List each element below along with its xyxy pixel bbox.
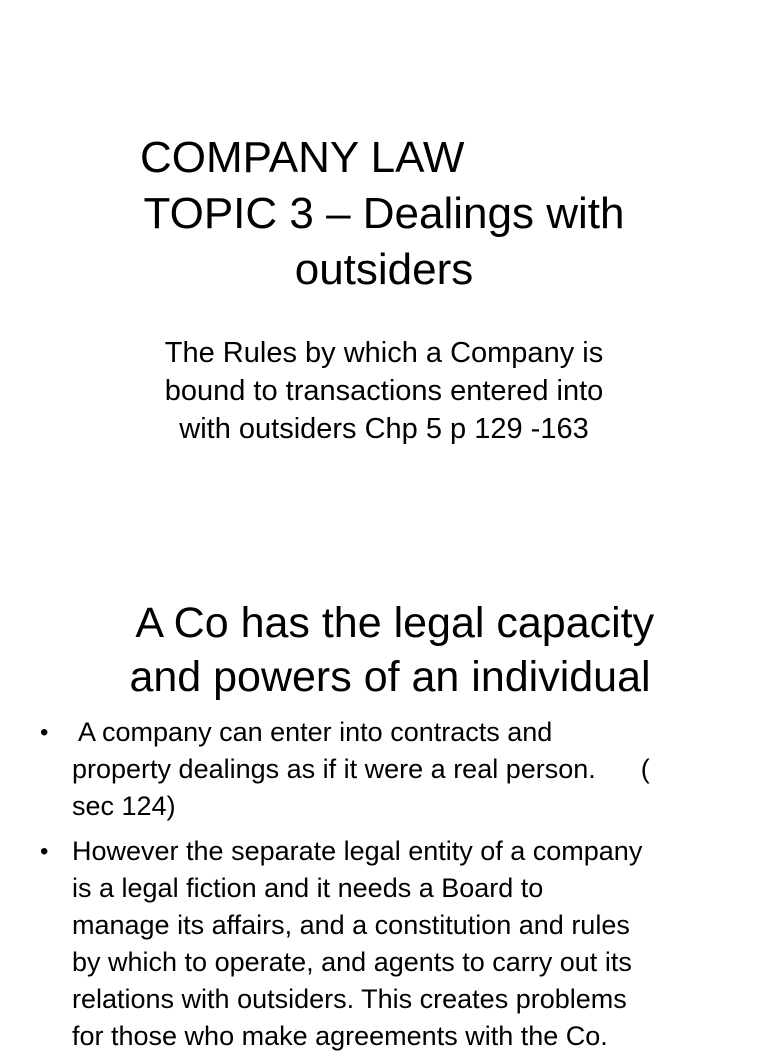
- title-line-3: outsiders: [294, 245, 474, 294]
- subtitle-line-1: The Rules by which a Company is: [164, 337, 604, 369]
- bullet-line: is a legal fiction and it needs a Board to: [72, 873, 544, 903]
- bullet-line: property dealings as if it were a real person. (: [72, 754, 650, 784]
- heading-line-2: and powers of an individual: [129, 653, 651, 701]
- bullet-line: A company can enter into contracts and: [72, 717, 553, 747]
- title-line-2: TOPIC 3 – Dealings with: [143, 189, 625, 238]
- slide-heading: [0, 596, 780, 704]
- bullet-line: relations with outsiders. This creates problems: [72, 984, 627, 1014]
- title-line-1: COMPANY LAW: [140, 133, 465, 182]
- heading-line-1: A Co has the legal capacity: [125, 599, 655, 647]
- subtitle: [0, 334, 768, 448]
- bullet-item: [40, 714, 730, 825]
- slide-capacity: [0, 576, 768, 1051]
- bullet-item: [40, 833, 730, 1055]
- bullet-icon: •: [40, 719, 49, 746]
- bullet-icon: •: [40, 838, 49, 865]
- bullet-line: manage its affairs, and a constitution and rules: [72, 910, 630, 940]
- bullet-line: for those who make agreements with the Co.: [72, 1021, 608, 1051]
- bullet-line: by which to operate, and agents to carry out its: [72, 947, 632, 977]
- bullet-line: However the separate legal entity of a company: [72, 836, 643, 866]
- bullet-line: sec 124): [72, 791, 176, 821]
- bullet-list: [40, 714, 730, 1063]
- subtitle-line-2: bound to transactions entered into: [164, 375, 604, 407]
- bullet-text: [72, 833, 730, 1055]
- subtitle-line-3: with outsiders Chp 5 p 129 -163: [179, 413, 589, 445]
- bullet-text: [72, 714, 730, 825]
